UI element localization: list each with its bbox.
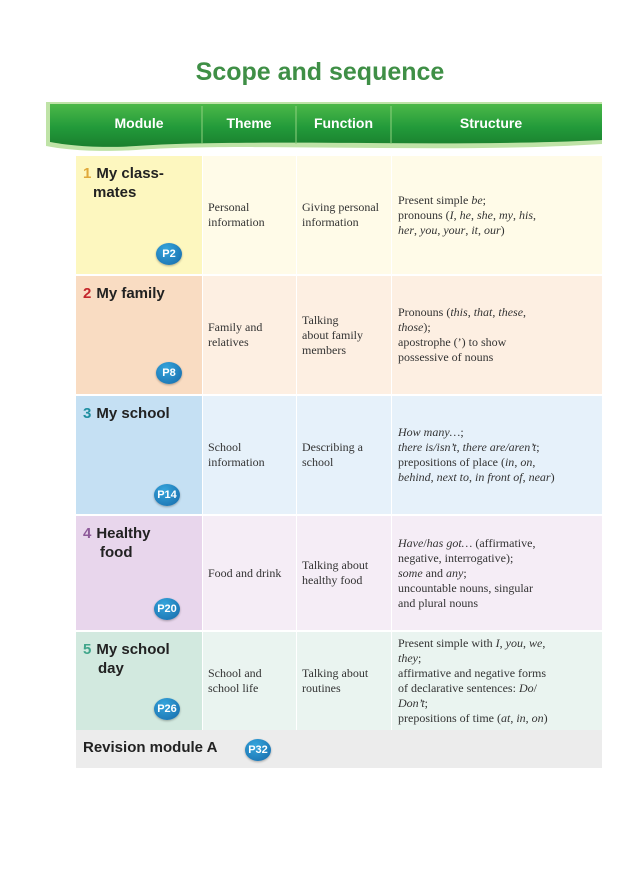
module-title: 2 My family	[83, 285, 165, 302]
theme-cell: Family and relatives	[208, 320, 263, 349]
header-structure: Structure	[459, 115, 523, 131]
function-cell: Talking about routines	[302, 666, 369, 695]
module-number: 2	[83, 285, 92, 302]
module-number: 3	[83, 405, 92, 422]
theme-cell: Food and drink	[208, 565, 282, 580]
theme-cell: School information	[208, 440, 265, 469]
module-cell	[76, 276, 202, 394]
table-row-module-3	[76, 396, 602, 514]
structure-cell: Have/has got… (affirmative, negative, interrogative); some and any; uncountable nouns, singular and plural nouns	[398, 535, 536, 610]
table-row-module-4	[76, 516, 602, 630]
module-title: 1 My class- mates	[83, 165, 164, 201]
table-row-module-5	[76, 632, 602, 730]
page-badge[interactable]: P8	[156, 362, 182, 384]
module-number: 5	[83, 641, 92, 658]
module-number: 1	[83, 165, 92, 182]
module-cell	[76, 156, 202, 274]
page-badge[interactable]: P20	[154, 598, 180, 620]
structure-cell: Present simple with I, you, we, they; affirmative and negative forms of declarative sentences: Do/ Don’t; prepositions of time (at, in, on)	[398, 636, 548, 725]
theme-cell: Personal information	[208, 200, 265, 229]
structure-cell: Present simple be; pronouns (I, he, she, my, his, her, you, your, it, our)	[398, 192, 537, 237]
header-theme: Theme	[226, 115, 272, 131]
page-badge[interactable]: P14	[154, 484, 180, 506]
module-title: 5 My school day	[83, 641, 170, 677]
header-function: Function	[313, 115, 374, 131]
module-number: 4	[83, 525, 92, 542]
page-title: Scope and sequence	[195, 58, 445, 86]
module-title: 4 Healthy food	[83, 525, 151, 561]
module-cell	[76, 396, 202, 514]
module-cell	[76, 632, 202, 730]
column-divider	[296, 156, 297, 730]
structure-cell: How many…; there is/isn’t, there are/aren’t; prepositions of place (in, on, behind, next to, in front of, near)	[398, 425, 555, 484]
theme-cell: School and school life	[208, 666, 262, 695]
page-badge[interactable]: P26	[154, 698, 180, 720]
table-header	[46, 98, 602, 156]
column-divider	[391, 156, 392, 730]
page-badge[interactable]: P2	[156, 243, 182, 265]
column-divider	[202, 156, 203, 730]
structure-cell: Pronouns (this, that, these, those); apostrophe (’) to show possessive of nouns	[398, 305, 527, 364]
table-row-module-1	[76, 156, 602, 274]
function-cell: Describing a school	[302, 440, 363, 469]
page-badge[interactable]: P32	[245, 739, 271, 761]
function-cell: Talking about family members	[302, 312, 363, 357]
header-module: Module	[114, 115, 164, 131]
table-row-module-2	[76, 276, 602, 394]
module-cell	[76, 516, 202, 630]
revision-label: Revision module A	[83, 739, 218, 756]
function-cell: Giving personal information	[302, 200, 379, 229]
module-title: 3 My school	[83, 405, 170, 422]
function-cell: Talking about healthy food	[302, 558, 369, 587]
revision-row	[76, 730, 602, 768]
